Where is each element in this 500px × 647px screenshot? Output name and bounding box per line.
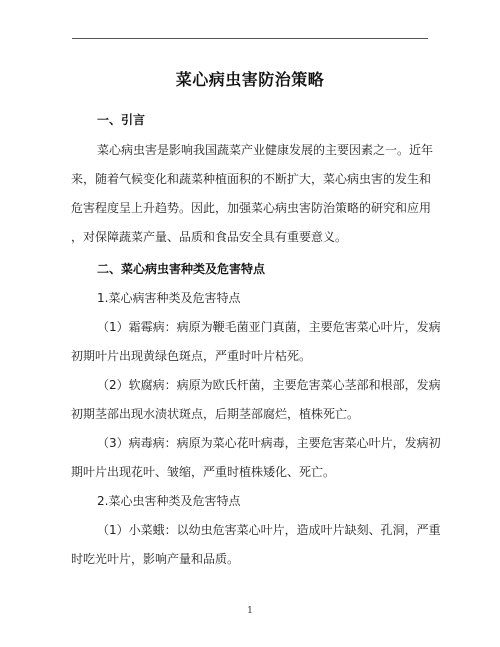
item-diamondback-moth-line-2: 时吃光叶片，影响产量和品质。 [71, 552, 240, 566]
item-downy-mildew-line-1: （1）霜霉病：病原为鞭毛菌亚门真菌，主要危害菜心叶片，发病 [97, 320, 441, 334]
section-heading-types: 二、菜心病虫害种类及危害特点 [97, 262, 266, 276]
item-diamondback-moth-line-1: （1）小菜蛾：以幼虫危害菜心叶片，造成叶片缺刻、孔洞，严重 [97, 523, 441, 537]
subheading-diseases: 1.菜心病害种类及危害特点 [97, 291, 241, 305]
item-virus-line-1: （3）病毒病：病原为菜心花叶病毒，主要危害菜心叶片，发病初 [97, 436, 441, 450]
intro-line-2: 来，随着气候变化和蔬菜种植面积的不断扩大，菜心病虫害的发生和 [71, 172, 432, 186]
page-number: 1 [247, 606, 253, 616]
intro-line-1: 菜心病虫害是影响我国蔬菜产业健康发展的主要因素之一。近年 [97, 143, 434, 157]
item-virus-line-2: 期叶片出现花叶、皱缩，严重时植株矮化、死亡。 [71, 465, 336, 479]
page-title: 菜心病虫害防治策略 [175, 70, 325, 89]
section-heading-intro: 一、引言 [97, 113, 146, 127]
item-soft-rot-line-2: 初期茎部出现水渍状斑点，后期茎部腐烂，植株死亡。 [71, 407, 360, 421]
item-soft-rot-line-1: （2）软腐病：病原为欧氏杆菌，主要危害菜心茎部和根部，发病 [97, 378, 441, 392]
intro-line-3: 危害程度呈上升趋势。因此，加强菜心病虫害防治策略的研究和应用 [71, 201, 432, 215]
subheading-pests: 2.菜心虫害种类及危害特点 [97, 494, 241, 508]
header-rule [72, 38, 428, 39]
intro-line-4: ，对保障蔬菜产量、品质和食品安全具有重要意义。 [71, 230, 348, 244]
item-downy-mildew-line-2: 初期叶片出现黄绿色斑点，严重时叶片枯死。 [71, 349, 312, 363]
